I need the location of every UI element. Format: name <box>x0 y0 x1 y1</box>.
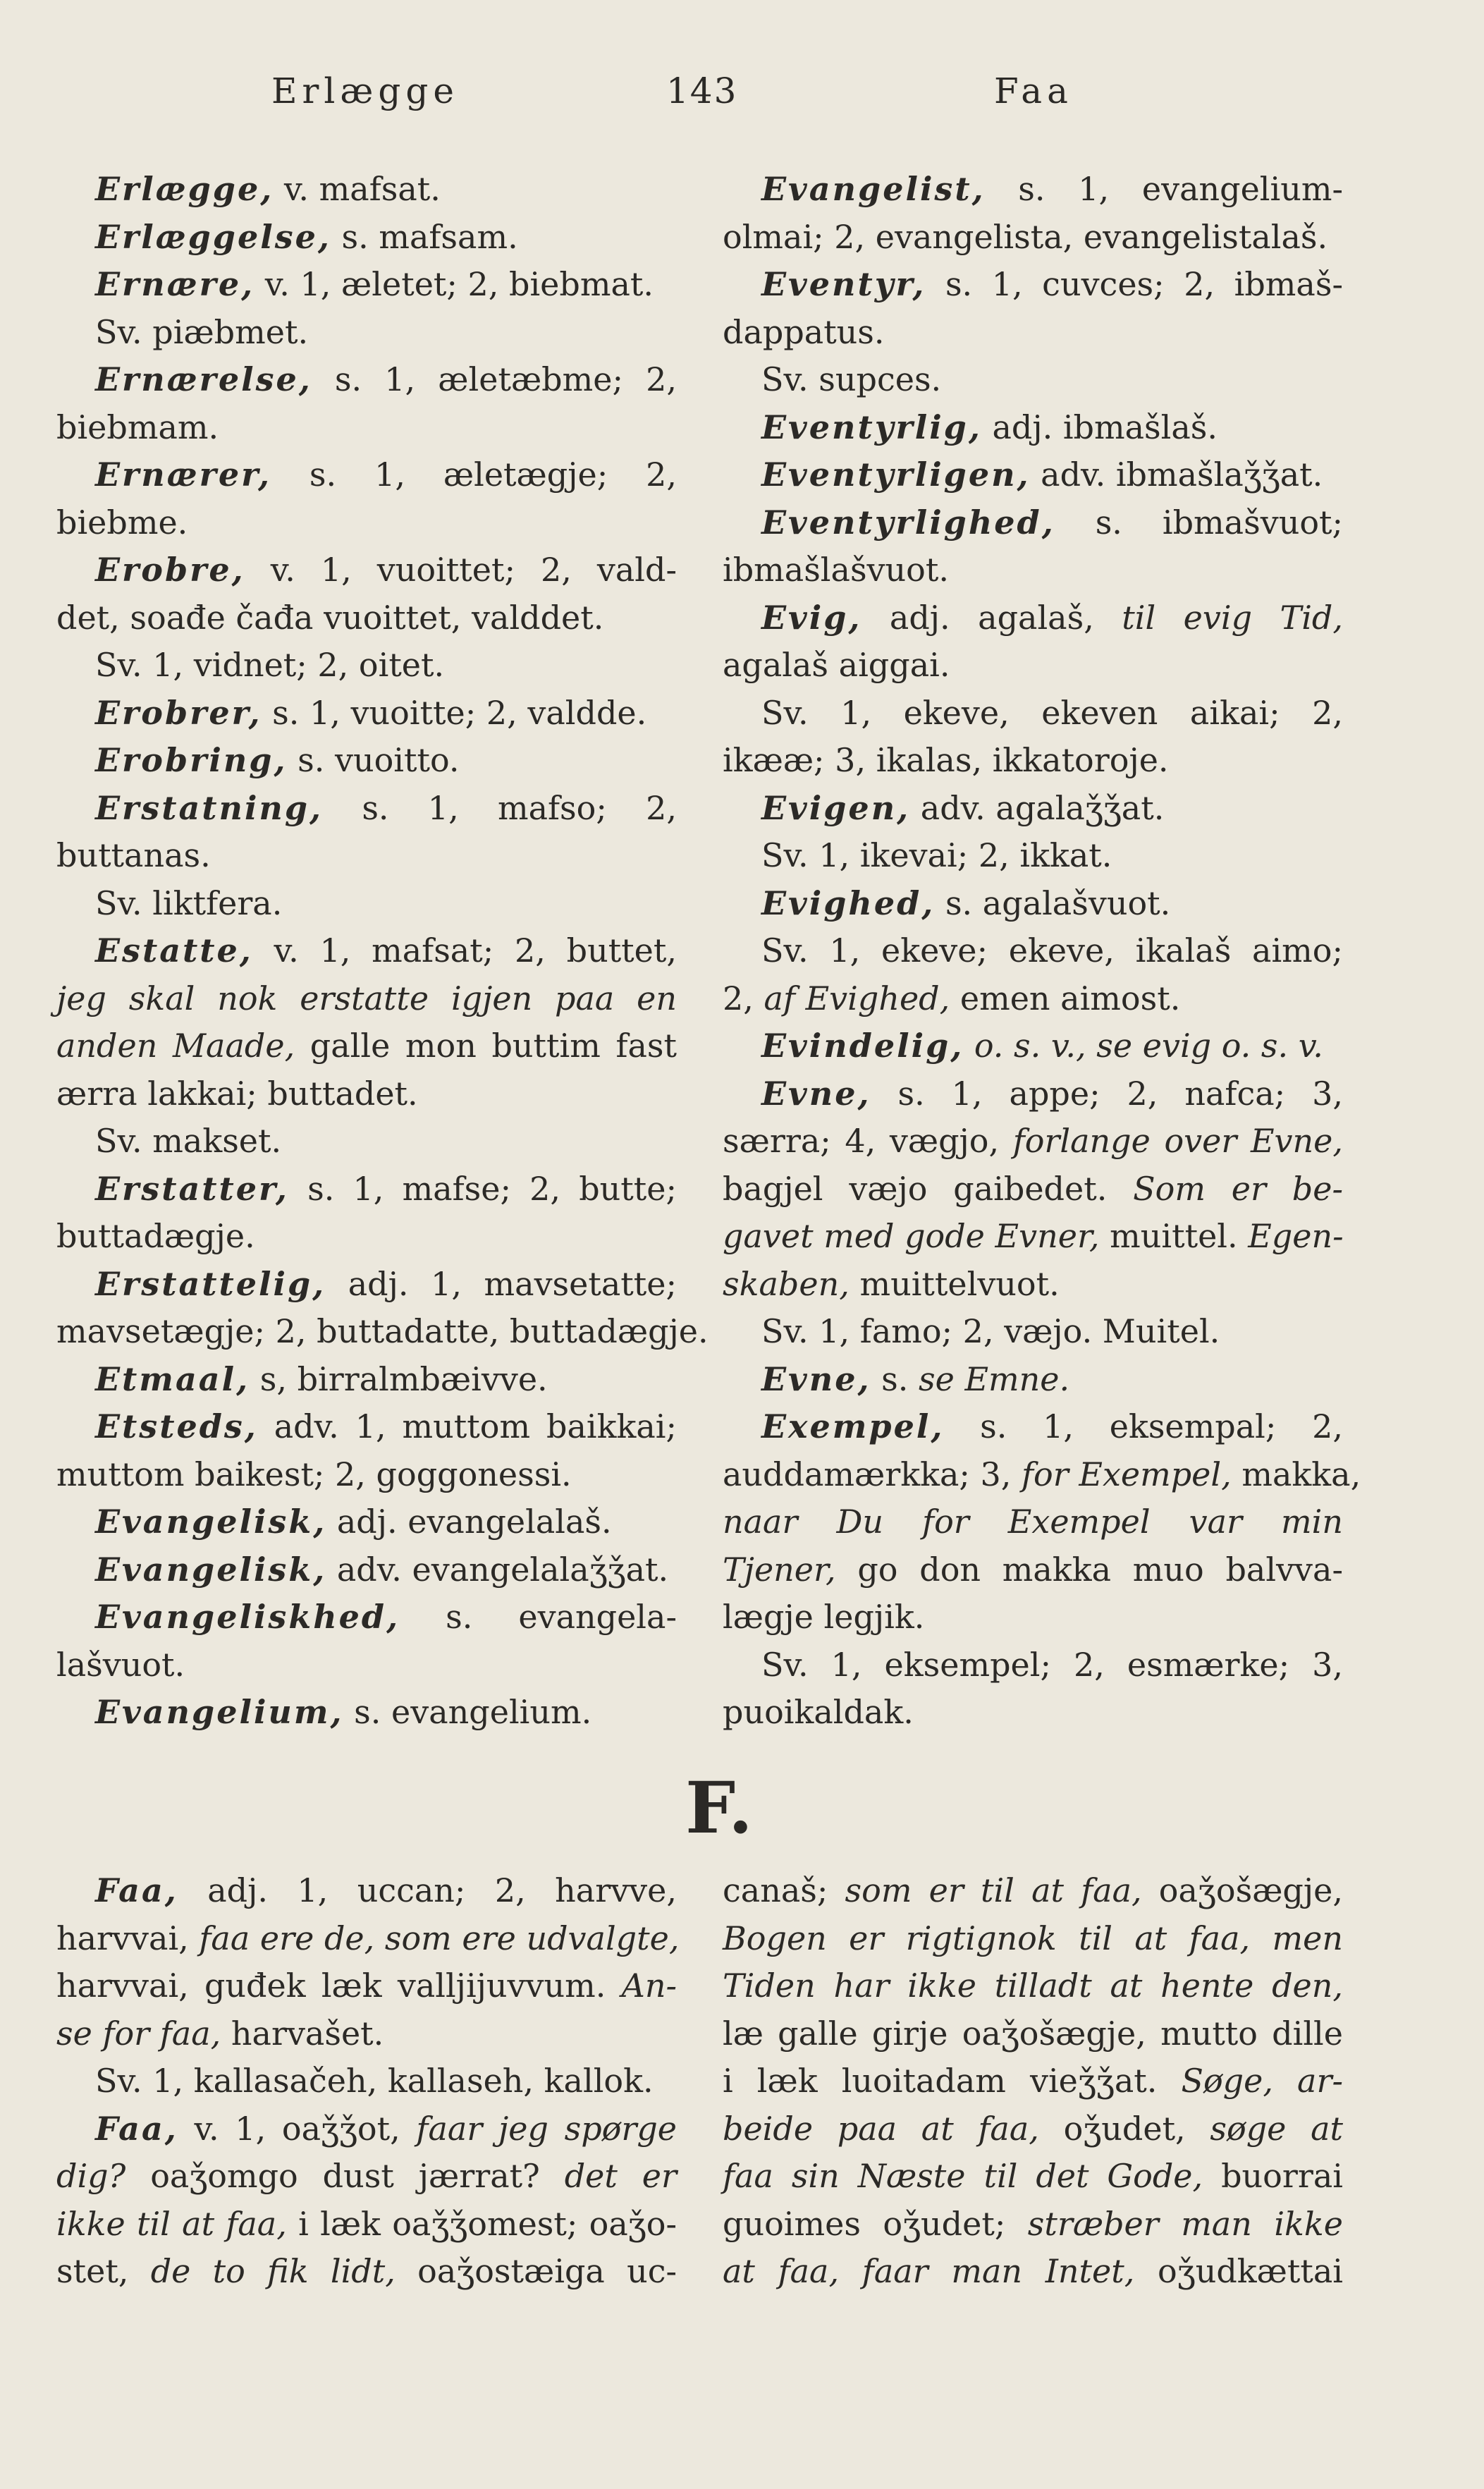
dictionary-line <box>723 880 1343 928</box>
dictionary-line <box>56 1403 677 1451</box>
italic-phrase: dig? <box>56 2157 126 2195</box>
dictionary-line <box>56 1546 677 1594</box>
dictionary-line <box>56 1022 677 1070</box>
definition-text: ibmašlašvuot. <box>723 551 949 589</box>
headword: Eventyrlig, <box>761 408 982 446</box>
definition-text: Sv. 1, vidnet; 2, oitet. <box>95 646 445 684</box>
headword: Evne, <box>761 1074 871 1113</box>
italic-phrase: ikke til at faa, <box>56 2204 287 2243</box>
dictionary-line <box>56 975 677 1023</box>
definition-text: særra; 4, vægjo, <box>723 1122 1013 1160</box>
dictionary-line <box>723 451 1343 499</box>
headword: Erlæggelse, <box>95 217 331 256</box>
definition-text: buttanas. <box>56 836 211 874</box>
dictionary-line <box>56 546 677 594</box>
definition-text: harvašet. <box>221 2014 384 2053</box>
dictionary-line <box>56 1451 677 1499</box>
definition-text: Sv. makset. <box>95 1122 282 1160</box>
definition-text: oǯudet, <box>1038 2109 1210 2148</box>
italic-phrase: de to fik lidt, <box>150 2252 395 2290</box>
dictionary-line <box>723 356 1343 404</box>
italic-phrase: forlange over Evne, <box>1012 1122 1343 1160</box>
italic-phrase: Søge, ar- <box>1181 2062 1344 2100</box>
definition-text: s. ibmašvuot; <box>1055 503 1343 542</box>
dictionary-line <box>723 1118 1343 1166</box>
dictionary-line <box>56 927 677 975</box>
definition-text: v. 1, vuoittet; 2, vald- <box>245 551 677 589</box>
italic-phrase: Tjener, <box>723 1550 836 1589</box>
dictionary-line <box>723 214 1343 262</box>
dictionary-line <box>723 737 1343 785</box>
dictionary-line <box>723 1070 1343 1118</box>
dictionary-line <box>723 832 1343 880</box>
dictionary-line <box>56 1867 677 1915</box>
dictionary-line <box>723 261 1343 309</box>
italic-phrase: stræber man ikke <box>1027 2204 1343 2243</box>
definition-text: oaǯostæiga uc- <box>395 2252 677 2290</box>
definition-text: muittel. <box>1099 1217 1249 1255</box>
dictionary-line <box>56 690 677 738</box>
definition-text: Sv. 1, famo; 2, væjo. Muitel. <box>761 1312 1220 1350</box>
italic-phrase: anden Maade, <box>56 1027 295 1065</box>
running-header <box>0 71 1484 134</box>
italic-phrase: se Emne. <box>919 1359 1070 1398</box>
headword: Erstatning, <box>95 788 324 827</box>
dictionary-line <box>723 1403 1343 1451</box>
definition-text: s. <box>871 1359 919 1398</box>
bottom-left-column <box>56 1867 680 2296</box>
dictionary-line <box>56 2105 677 2153</box>
dictionary-line <box>723 1962 1343 2010</box>
definition-text: s. mafsam. <box>331 217 518 256</box>
definition-text: go don makka muo balvva- <box>835 1550 1343 1589</box>
definition-text: Sv. 1, ekeve; ekeve, ikalaš aimo; <box>761 931 1343 970</box>
italic-phrase: An- <box>621 1967 677 2005</box>
italic-phrase: faar jeg spørge <box>416 2109 677 2148</box>
definition-text: v. 1, oaǯǯot, <box>178 2109 417 2148</box>
dictionary-line <box>56 1118 677 1166</box>
dictionary-line <box>723 594 1343 642</box>
headword: Erstattelig, <box>95 1264 326 1303</box>
definition-text: oaǯošægje, <box>1141 1871 1343 1909</box>
italic-phrase: Bogen er rigtignok til at faa, men <box>723 1919 1343 1957</box>
definition-text: adv. agalaǯǯat. <box>910 788 1165 827</box>
definition-text: adv. ibmašlaǯǯat. <box>1030 455 1323 494</box>
italic-phrase: for Exempel, <box>1022 1455 1232 1493</box>
definition-text: lægje legjik. <box>723 1598 925 1636</box>
italic-phrase: naar Du for Exempel var min <box>723 1503 1343 1541</box>
definition-text: adj. agalaš, <box>861 598 1122 637</box>
italic-phrase: Som er be- <box>1133 1169 1343 1208</box>
headword: Erstatter, <box>95 1169 289 1208</box>
definition-text: oaǯomgo dust jærrat? <box>125 2157 565 2195</box>
dictionary-line <box>56 1915 680 1963</box>
headword: Erobring, <box>95 741 288 779</box>
dictionary-line <box>56 1498 677 1546</box>
italic-phrase: o. s. v., se evig o. s. v. <box>964 1027 1323 1065</box>
headword: Ernære, <box>95 265 255 303</box>
italic-phrase: af Evighed, <box>764 979 950 1017</box>
definition-text: olmai; 2, evangelista, evangelistalaš. <box>723 217 1328 256</box>
dictionary-line <box>723 1022 1343 1070</box>
dictionary-line <box>56 166 677 214</box>
definition-text: s. 1, æletæbme; 2, <box>312 360 677 398</box>
definition-text: s. agalašvuot. <box>935 883 1171 922</box>
headword: Evne, <box>761 1359 871 1398</box>
definition-text: mavsetægje; 2, buttadatte, buttadægje. <box>56 1312 709 1350</box>
definition-text: canaš; <box>723 1871 845 1909</box>
headword: Faa, <box>95 1871 178 1909</box>
italic-phrase: som er til at faa, <box>845 1871 1142 1909</box>
definition-text: oǯudkættai <box>1134 2252 1343 2290</box>
dictionary-line <box>56 2010 677 2058</box>
dictionary-line <box>723 2201 1343 2249</box>
header-left-word: Erlægge <box>271 71 459 111</box>
headword: Exempel, <box>761 1407 945 1445</box>
dictionary-line <box>56 2057 677 2105</box>
definition-text: Sv. 1, eksempel; 2, esmærke; 3, <box>761 1645 1343 1684</box>
italic-phrase: til evig Tid, <box>1122 598 1343 637</box>
definition-text: harvvai, <box>56 1919 200 1957</box>
dictionary-line <box>56 451 677 499</box>
definition-text: i læk luoitadam vieǯǯat. <box>723 2062 1182 2100</box>
italic-phrase: skaben, <box>723 1264 850 1303</box>
dictionary-line <box>56 737 677 785</box>
definition-text: biebme. <box>56 503 188 542</box>
definition-text: buttadægje. <box>56 1217 255 1255</box>
italic-phrase: jeg skal nok erstatte igjen paa en <box>56 979 677 1017</box>
dictionary-line <box>723 2057 1343 2105</box>
definition-text: læ galle girje oaǯošægje, mutto dille <box>723 2014 1343 2053</box>
dictionary-line <box>723 546 1343 594</box>
headword: Erlægge, <box>95 170 274 208</box>
dictionary-line <box>56 1641 677 1689</box>
dictionary-line <box>723 2105 1343 2153</box>
definition-text: s. 1, eksempal; 2, <box>944 1407 1343 1445</box>
definition-text: muittelvuot. <box>849 1264 1060 1303</box>
definition-text: s. evangelium. <box>343 1693 592 1731</box>
dictionary-line <box>723 1915 1343 1963</box>
top-left-column <box>56 166 709 1737</box>
top-right-column <box>723 166 1361 1737</box>
dictionary-line <box>723 2010 1343 2058</box>
headword: Eventyr, <box>761 265 926 303</box>
headword: Evigen, <box>761 788 911 827</box>
headword: Erobrer, <box>95 693 262 732</box>
dictionary-line <box>56 1308 709 1356</box>
dictionary-line <box>723 1213 1343 1261</box>
definition-text: buorrai <box>1203 2157 1343 2195</box>
italic-phrase: Egen- <box>1248 1217 1344 1255</box>
dictionary-line <box>723 1689 1343 1737</box>
dictionary-line <box>56 594 677 642</box>
definition-text: Sv. 1, ekeve, ekeven aikai; 2, <box>761 693 1343 732</box>
dictionary-line <box>723 1166 1343 1213</box>
section-letter-heading: F. <box>685 1766 753 1849</box>
definition-text: ærra lakkai; buttadet. <box>56 1074 418 1113</box>
dictionary-line <box>723 642 1343 690</box>
dictionary-line <box>56 880 677 928</box>
dictionary-line <box>56 785 677 833</box>
headword: Etmaal, <box>95 1359 250 1398</box>
definition-text: s. evangela- <box>400 1598 677 1636</box>
dictionary-line <box>56 2153 677 2201</box>
dictionary-line <box>723 166 1343 214</box>
definition-text: s. 1, evangelium- <box>985 170 1343 208</box>
definition-text: harvvai, guđek læk valljijuvvum. <box>56 1967 622 2005</box>
headword: Evangelium, <box>95 1693 344 1731</box>
headword: Evangelisk, <box>95 1550 327 1589</box>
italic-phrase: se for faa, <box>56 2014 221 2053</box>
dictionary-line <box>723 1641 1343 1689</box>
headword: Ernærelse, <box>95 360 312 398</box>
definition-text: adj. evangelalaš. <box>326 1503 612 1541</box>
definition-text: Sv. 1, kallasačeh, kallaseh, kallok. <box>95 2062 654 2100</box>
headword: Ernærer, <box>95 455 272 494</box>
definition-text: s. 1, appe; 2, nafca; 3, <box>871 1074 1343 1113</box>
dictionary-line <box>56 1261 677 1309</box>
definition-text: s. 1, æletægje; 2, <box>271 455 677 494</box>
dictionary-line <box>723 2153 1343 2201</box>
definition-text: s, birralmbæivve. <box>250 1359 548 1398</box>
definition-text: det, soađe čađa vuoittet, valddet. <box>56 598 604 637</box>
definition-text: i læk oaǯǯomest; oaǯo- <box>286 2204 677 2243</box>
dictionary-line <box>723 1594 1343 1641</box>
headword: Eventyrligen, <box>761 455 1031 494</box>
italic-phrase: at faa, faar man Intet, <box>723 2252 1135 2290</box>
definition-text: s. 1, vuoitte; 2, valdde. <box>262 693 647 732</box>
headword: Eventyrlighed, <box>761 503 1055 542</box>
definition-text: v. mafsat. <box>274 170 441 208</box>
dictionary-line <box>723 1498 1343 1546</box>
headword: Evig, <box>761 598 862 637</box>
definition-text: galle mon buttim fast <box>295 1027 677 1065</box>
dictionary-line <box>56 1962 677 2010</box>
page-number: 143 <box>666 71 738 111</box>
italic-phrase: gavet med gode Evner, <box>723 1217 1100 1255</box>
definition-text: Sv. supces. <box>761 360 942 398</box>
headword: Erobre, <box>95 551 245 589</box>
definition-text: adj. 1, mavsetatte; <box>326 1264 677 1303</box>
definition-text: v. 1, æletet; 2, biebmat. <box>255 265 654 303</box>
dictionary-line <box>723 309 1343 357</box>
dictionary-line <box>56 642 677 690</box>
bottom-right-column <box>723 1867 1343 2296</box>
definition-text: 2, <box>723 979 764 1017</box>
definition-text: guoimes oǯudet; <box>723 2204 1028 2243</box>
italic-phrase: faa sin Næste til det Gode, <box>723 2157 1203 2195</box>
definition-text: biebmam. <box>56 408 219 446</box>
italic-phrase: beide paa at faa, <box>723 2109 1039 2148</box>
definition-text: auddamærkka; 3, <box>723 1455 1022 1493</box>
dictionary-line <box>56 2201 677 2249</box>
definition-text: lašvuot. <box>56 1645 185 1684</box>
definition-text: adj. 1, uccan; 2, harvve, <box>178 1871 677 1909</box>
definition-text: Sv. piæbmet. <box>95 312 309 351</box>
dictionary-line <box>56 1213 677 1261</box>
definition-text: stet, <box>56 2252 151 2290</box>
dictionary-line <box>56 309 677 357</box>
dictionary-line <box>56 1689 677 1737</box>
dictionary-line <box>56 1356 677 1404</box>
italic-phrase: faa ere de, som ere udvalgte, <box>199 1919 680 1957</box>
dictionary-line <box>56 1594 677 1641</box>
definition-text: s. 1, mafso; 2, <box>323 788 677 827</box>
headword: Faa, <box>95 2109 178 2148</box>
dictionary-line <box>723 1546 1343 1594</box>
dictionary-line <box>56 1070 677 1118</box>
dictionary-line <box>56 2248 677 2296</box>
dictionary-line <box>56 832 677 880</box>
definition-text: emen aimost. <box>950 979 1181 1017</box>
definition-text: Sv. liktfera. <box>95 883 283 922</box>
headword: Evindelig, <box>761 1027 964 1065</box>
dictionary-line <box>56 356 677 404</box>
headword: Evangelist, <box>761 170 986 208</box>
dictionary-line <box>723 1261 1343 1309</box>
dictionary-line <box>723 1451 1361 1499</box>
dictionary-line <box>723 1867 1343 1915</box>
dictionary-line <box>723 975 1343 1023</box>
dictionary-line <box>723 404 1343 452</box>
headword: Evighed, <box>761 883 936 922</box>
dictionary-line <box>56 404 677 452</box>
definition-text: Sv. 1, ikevai; 2, ikkat. <box>761 836 1112 874</box>
dictionary-line <box>56 214 677 262</box>
definition-text: muttom baikest; 2, goggonessi. <box>56 1455 572 1493</box>
definition-text: agalaš aiggai. <box>723 646 950 684</box>
dictionary-line <box>723 1356 1343 1404</box>
dictionary-line <box>56 1166 677 1213</box>
dictionary-line <box>723 927 1343 975</box>
definition-text: s. vuoitto. <box>287 741 460 779</box>
header-right-word: Faa <box>994 71 1073 111</box>
definition-text: s. 1, mafse; 2, butte; <box>288 1169 677 1208</box>
italic-phrase: søge at <box>1210 2109 1343 2148</box>
dictionary-line <box>723 2248 1343 2296</box>
dictionary-line <box>723 785 1343 833</box>
definition-text: adj. ibmašlaš. <box>981 408 1218 446</box>
dictionary-line <box>723 690 1343 738</box>
headword: Evangeliskhed, <box>95 1598 400 1636</box>
definition-text: ikææ; 3, ikalas, ikkatoroje. <box>723 741 1169 779</box>
headword: Estatte, <box>95 931 253 970</box>
definition-text: makka, <box>1231 1455 1361 1493</box>
italic-phrase: det er <box>564 2157 677 2195</box>
dictionary-line <box>56 499 677 547</box>
definition-text: puoikaldak. <box>723 1693 914 1731</box>
italic-phrase: Tiden har ikke tilladt at hente den, <box>723 1967 1343 2005</box>
definition-text: bagjel væjo gaibedet. <box>723 1169 1134 1208</box>
dictionary-line <box>723 499 1343 547</box>
definition-text: s. 1, cuvces; 2, ibmaš- <box>926 265 1343 303</box>
definition-text: adv. 1, muttom baikkai; <box>257 1407 677 1445</box>
definition-text: v. 1, mafsat; 2, buttet, <box>252 931 677 970</box>
headword: Etsteds, <box>95 1407 258 1445</box>
dictionary-line <box>56 261 677 309</box>
definition-text: adv. evangelalaǯǯat. <box>326 1550 669 1589</box>
dictionary-line <box>723 1308 1343 1356</box>
definition-text: dappatus. <box>723 312 885 351</box>
headword: Evangelisk, <box>95 1503 327 1541</box>
